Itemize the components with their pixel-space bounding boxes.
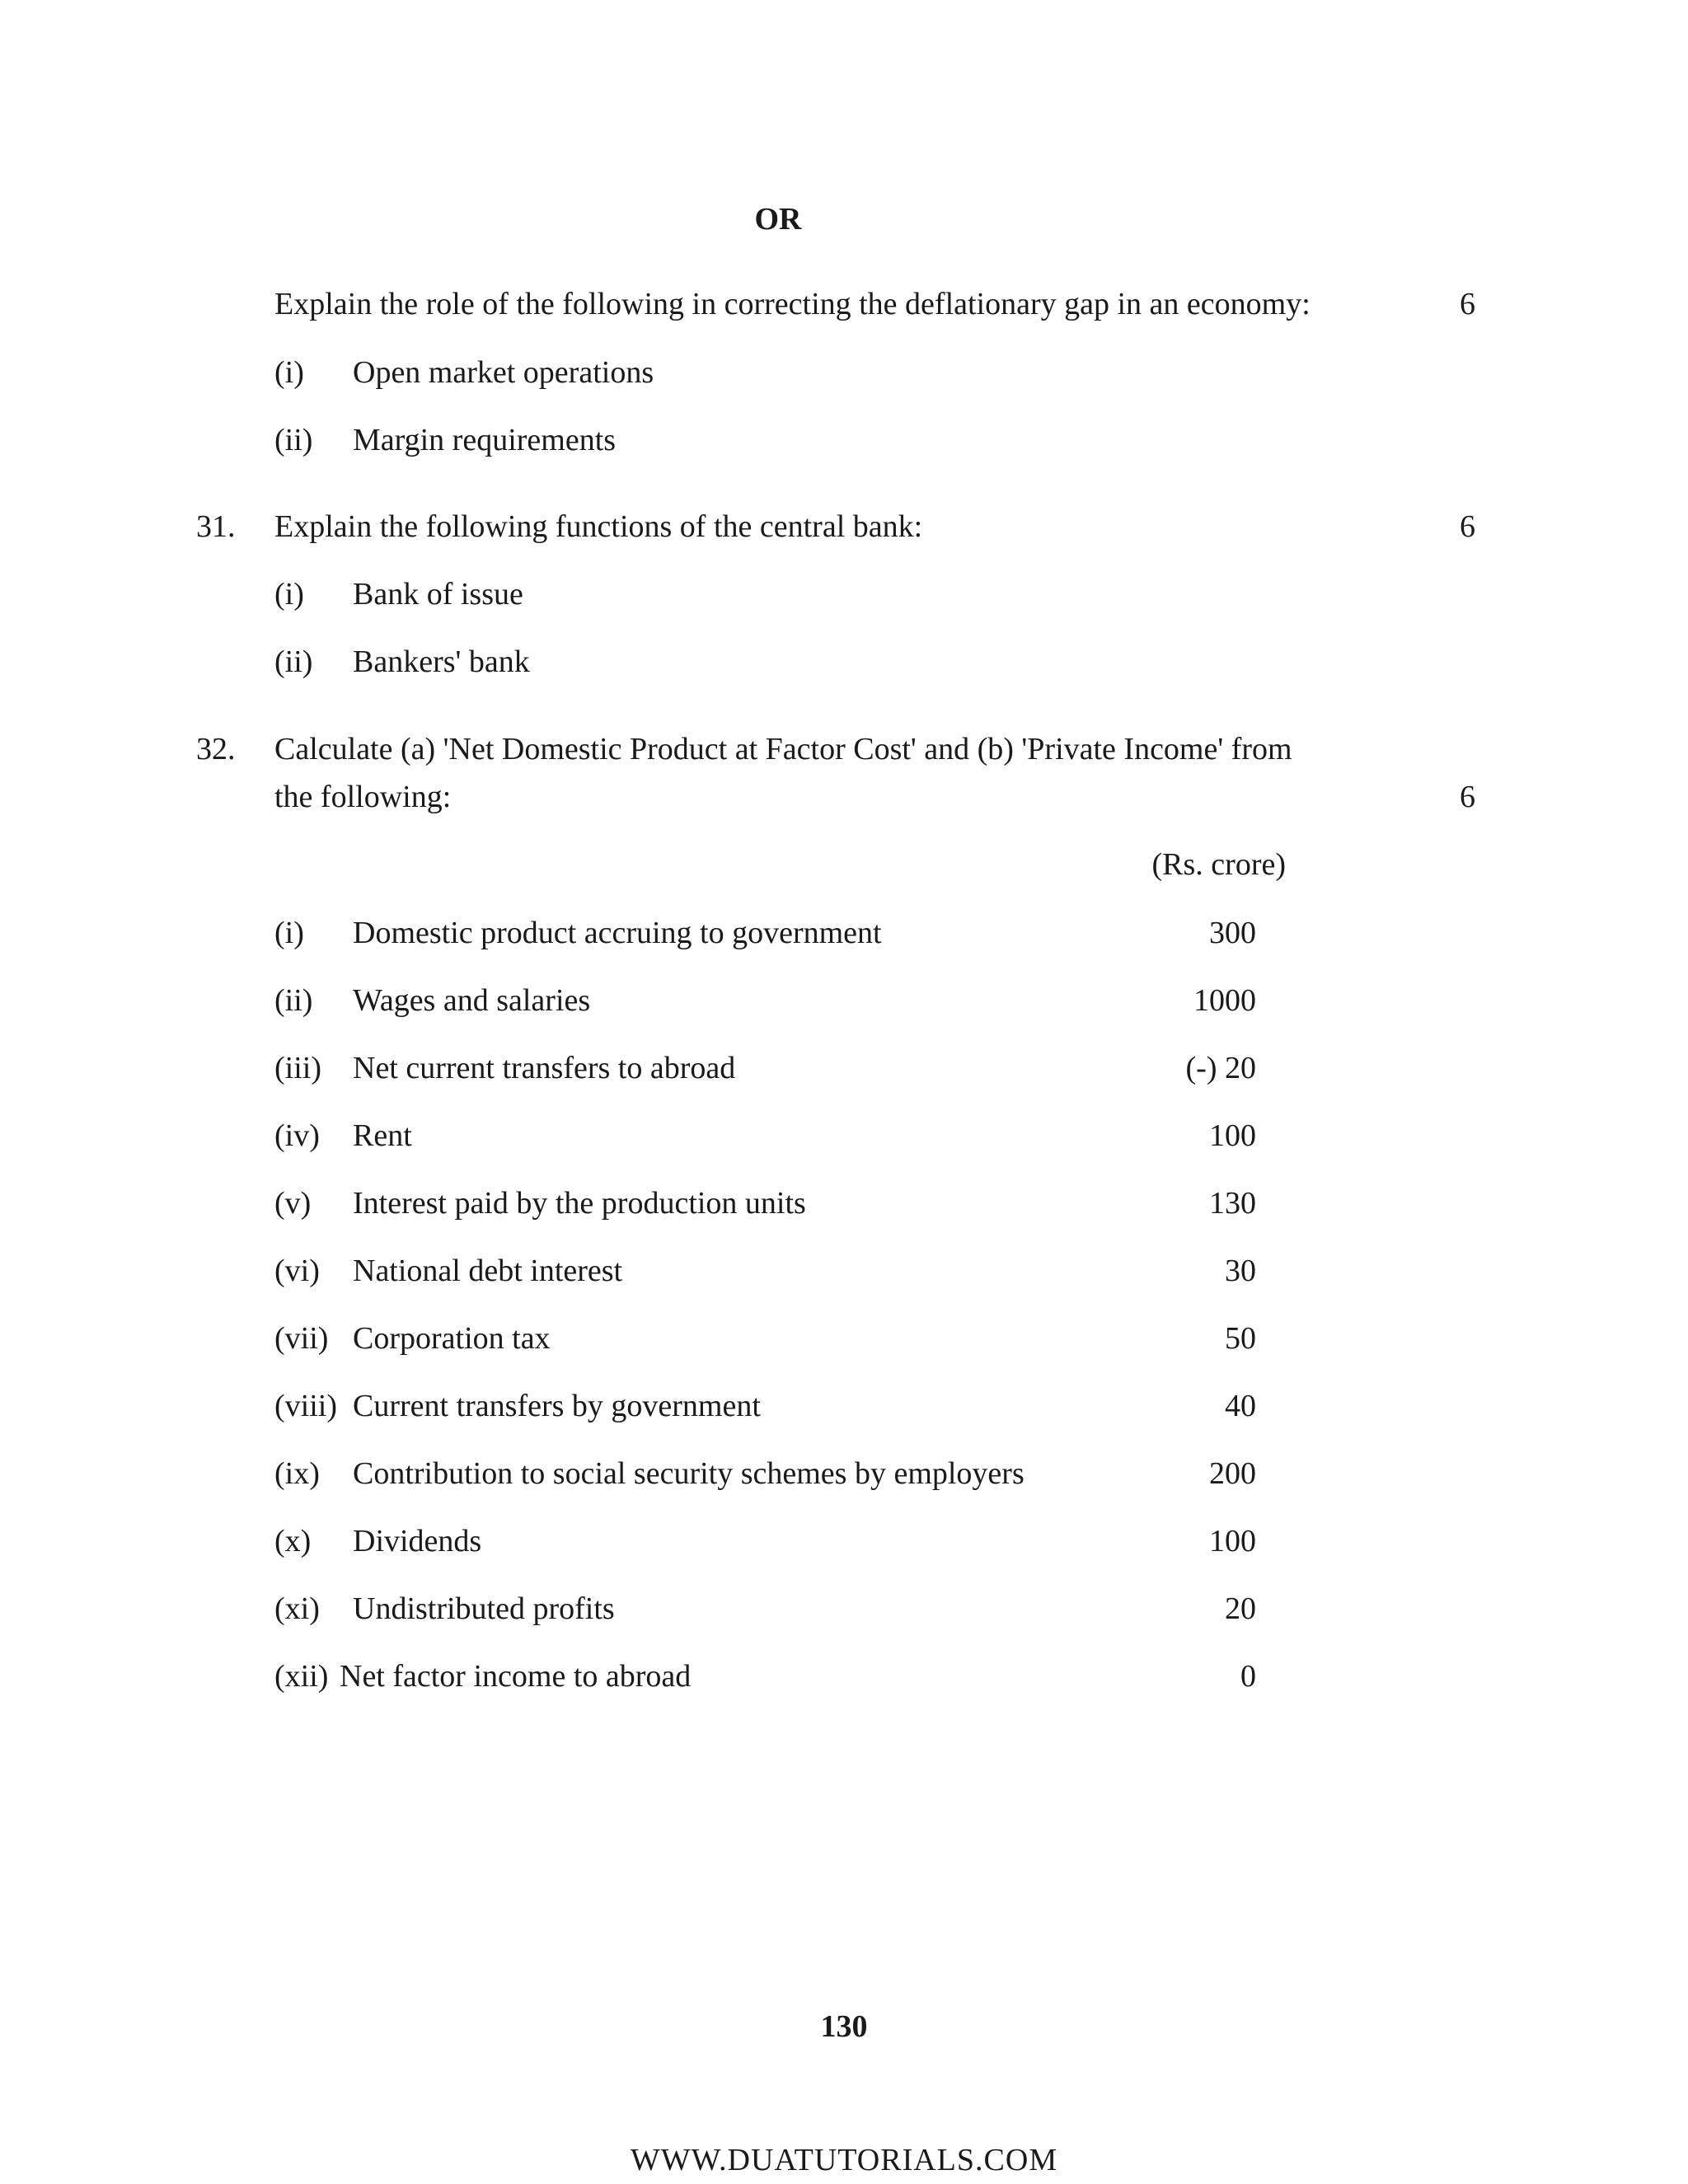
or-question-text: Explain the role of the following in correcting the deflationary gap in an economy: xyxy=(274,287,1311,321)
item-number: (ii) xyxy=(274,644,313,679)
table-row-label: Net factor income to abroad xyxy=(340,1659,692,1694)
item-number: (ii) xyxy=(274,423,313,457)
table-row-number: (vi) xyxy=(274,1254,320,1288)
question-text-line2: the following: xyxy=(274,780,452,814)
table-row-value: 20 xyxy=(1225,1591,1256,1626)
table-row-value: 300 xyxy=(1209,916,1256,950)
table-row-label: Contribution to social security schemes by employers xyxy=(353,1456,1025,1491)
question-marks: 6 xyxy=(1460,509,1475,544)
question-number: 32. xyxy=(196,732,236,766)
question-number: 31. xyxy=(196,509,236,544)
table-row-label: Wages and salaries xyxy=(353,983,591,1018)
table-row-value: 30 xyxy=(1225,1254,1256,1288)
table-row-number: (i) xyxy=(274,916,304,950)
table-row-number: (xi) xyxy=(274,1591,320,1626)
table-row-value: 50 xyxy=(1225,1321,1256,1356)
item-number: (i) xyxy=(274,577,304,612)
table-row-label: National debt interest xyxy=(353,1254,623,1288)
or-question-marks: 6 xyxy=(1460,287,1475,321)
table-row-label: Domestic product accruing to government xyxy=(353,916,882,950)
table-row-value: 100 xyxy=(1209,1118,1256,1153)
table-row-value: 1000 xyxy=(1193,983,1256,1018)
table-row-number: (x) xyxy=(274,1524,312,1558)
table-row-number: (v) xyxy=(274,1186,312,1221)
table-row-number: (xii) xyxy=(274,1659,329,1694)
table-row-value: 130 xyxy=(1209,1186,1256,1221)
footer-url: WWW.DUATUTORIALS.COM xyxy=(630,2143,1058,2177)
table-row-label: Corporation tax xyxy=(353,1321,551,1356)
item-number: (i) xyxy=(274,355,304,390)
table-row-label: Dividends xyxy=(353,1524,482,1558)
table-row-value: (-) 20 xyxy=(1185,1051,1256,1085)
item-text: Bank of issue xyxy=(353,577,523,612)
table-row-label: Net current transfers to abroad xyxy=(353,1051,736,1085)
table-row-number: (ii) xyxy=(274,983,313,1018)
or-heading: OR xyxy=(754,202,802,237)
item-text: Margin requirements xyxy=(353,423,617,457)
table-row-value: 100 xyxy=(1209,1524,1256,1558)
table-row-label: Current transfers by government xyxy=(353,1389,761,1423)
table-row-number: (iii) xyxy=(274,1051,321,1085)
unit-label: (Rs. crore) xyxy=(1151,847,1286,882)
question-text-line1: Calculate (a) 'Net Domestic Product at Factor Cost' and (b) 'Private Income' from xyxy=(274,732,1292,766)
table-row-number: (viii) xyxy=(274,1389,337,1423)
question-text: Explain the following functions of the central bank: xyxy=(274,509,923,544)
table-row-label: Undistributed profits xyxy=(353,1591,615,1626)
table-row-number: (iv) xyxy=(274,1118,320,1153)
table-row-label: Rent xyxy=(353,1118,412,1153)
question-marks: 6 xyxy=(1460,780,1475,814)
page-number: 130 xyxy=(820,2009,868,2044)
table-row-number: (ix) xyxy=(274,1456,320,1491)
table-row-value: 0 xyxy=(1240,1659,1256,1694)
item-text: Bankers' bank xyxy=(353,644,530,679)
table-row-value: 200 xyxy=(1209,1456,1256,1491)
table-row-value: 40 xyxy=(1225,1389,1256,1423)
item-text: Open market operations xyxy=(353,355,654,390)
table-row-number: (vii) xyxy=(274,1321,329,1356)
table-row-label: Interest paid by the production units xyxy=(353,1186,806,1221)
